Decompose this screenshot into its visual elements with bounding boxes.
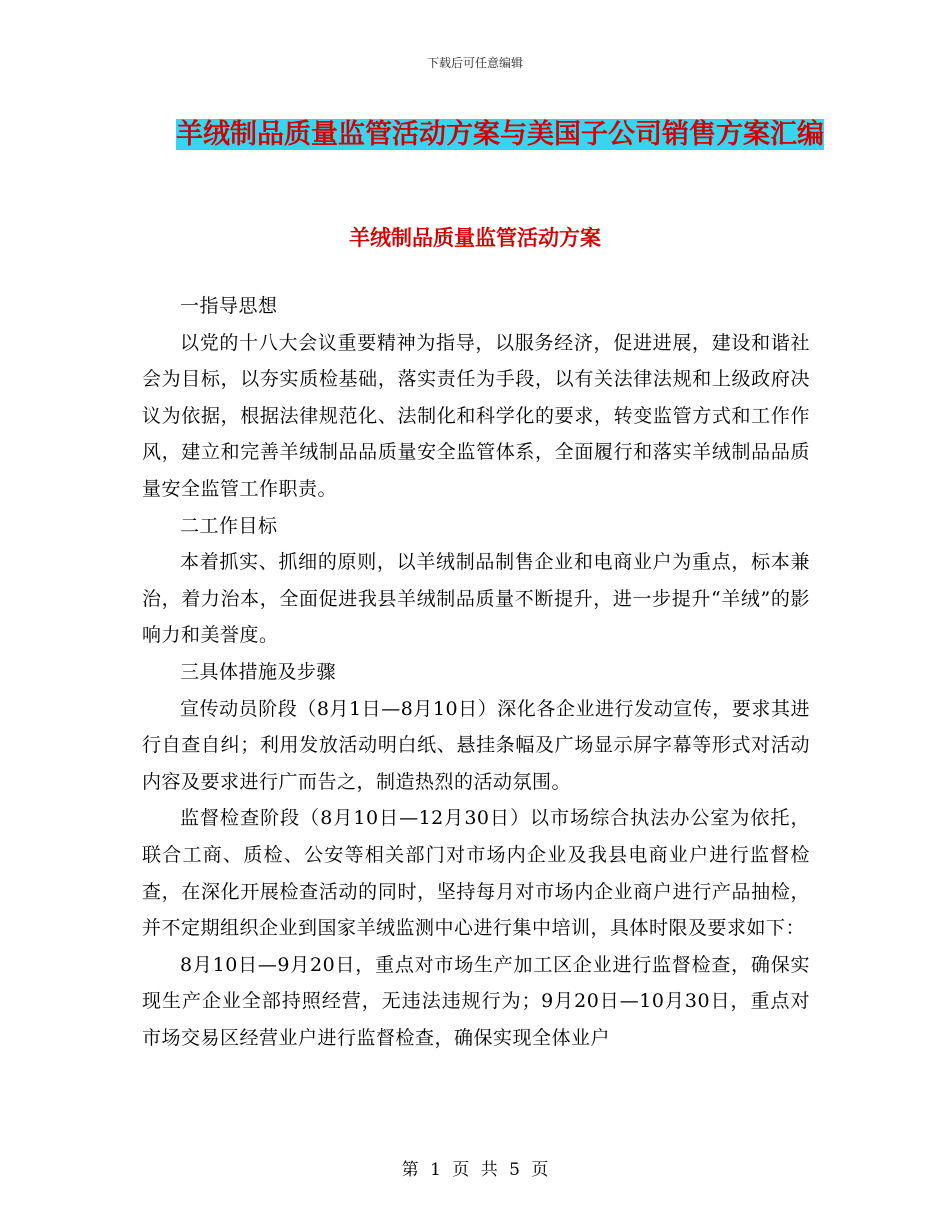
section-title: 羊绒制品质量监管活动方案 [349, 226, 601, 250]
document-title-text: 羊绒制品质量监管活动方案与美国子公司销售方案汇编 [176, 119, 824, 150]
paragraph-heading: 二工作目标 [180, 514, 278, 537]
paragraph: 8月10日—9月20日，重点对市场生产加工区企业进行监督检查，确保实现生产企业全部持照经营，无违法违规行为；9月20日—10月30日，重点对市场交易区经营业户进行监督检查，确保实现全体业户 [142, 953, 810, 1049]
paragraph-heading: 一指导思想 [180, 295, 278, 317]
header-note: 下载后可任意编辑 [426, 56, 523, 70]
page-number: 第 1 页 共 5 页 [401, 1160, 549, 1180]
paragraph: 监督检查阶段（8月10日—12月30日）以市场综合执法办公室为依托，联合工商、质检、公安等相关部门对市场内企业及我县电商业户进行监督检查，在深化开展检查活动的同时，坚持每月对市场内企业商户进行产品抽检，并不定期组织企业到国家羊绒监测中心进行集中培训，具体时限及要求如下： [142, 807, 810, 940]
paragraph: 以党的十八大会议重要精神为指导，以服务经济，促进进展，建设和谐社会为目标，以夯实质检基础，落实责任为手段，以有关法律法规和上级政府决议为依据，根据法律规范化、法制化和科学化的要求，转变监管方式和工作作风，建立和完善羊绒制品品质量安全监管体系，全面履行和落实羊绒制品品质量安全监管工作职责。 [142, 331, 810, 500]
document-title [150, 110, 850, 160]
paragraph: 本着抓实、抓细的原则，以羊绒制品制售企业和电商业户为重点，标本兼治，着力治本，全面促进我县羊绒制品质量不断提升，进一步提升“羊绒”的影响力和美誉度。 [142, 551, 810, 647]
document-body [142, 288, 810, 1056]
paragraph: 宣传动员阶段（8月1日—8月10日）深化各企业进行发动宣传，要求其进行自查自纠；利用发放活动明白纸、悬挂条幅及广场显示屏字幕等形式对活动内容及要求进行广而告之，制造热烈的活动氛围。 [142, 697, 810, 793]
paragraph-heading: 三具体措施及步骤 [180, 660, 337, 683]
